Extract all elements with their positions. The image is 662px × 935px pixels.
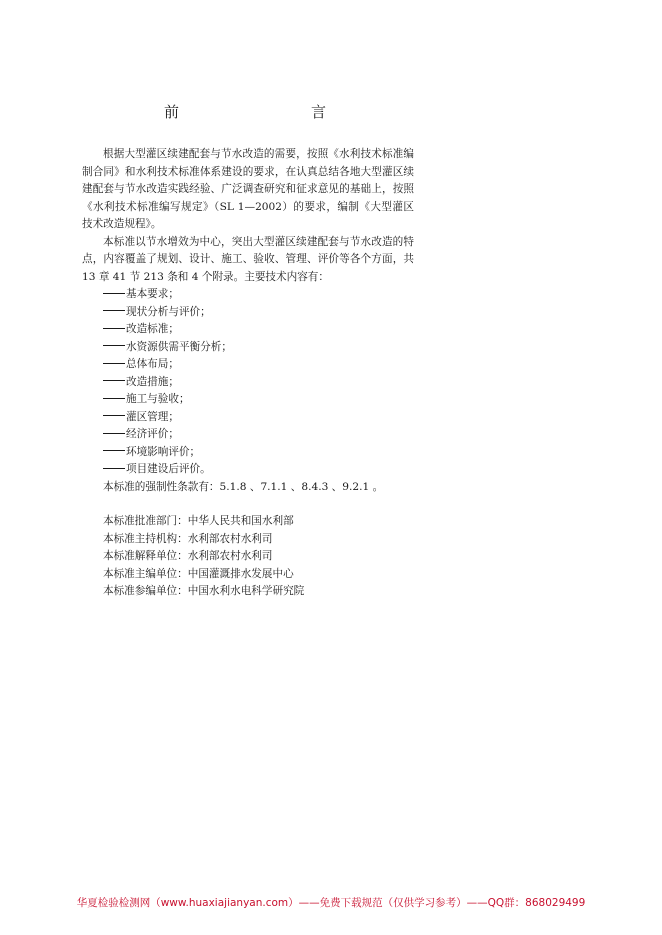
list-item — [82, 391, 414, 409]
list-item — [82, 426, 414, 444]
list-item — [82, 321, 414, 339]
dash-mark — [103, 310, 125, 311]
org-value: 中华人民共和国水利部 — [187, 515, 294, 527]
scope-paragraph: 本标准以节水增效为中心，突出大型灌区续建配套与节水改造的特点，内容覆盖了规划、设计、施工、验收、管理、评价等各个方面，共 13 章 41 节 213 条和 4 个附录。主要技术内容有： — [82, 235, 414, 283]
mandatory-clauses: 本标准的强制性条款有：5.1.8 、7.1.1 、8.4.3 、9.2.1 。 — [103, 480, 384, 493]
dash-mark — [103, 380, 125, 381]
dash-mark — [103, 433, 125, 434]
topic-text: 改造措施； — [126, 375, 179, 388]
org-value: 中国灌溉排水发展中心 — [187, 567, 294, 580]
list-item — [82, 374, 414, 392]
org-label: 本标准解释单位： — [103, 550, 188, 562]
dash-mark — [103, 345, 125, 346]
org-value: 中国水利水电科学研究院 — [187, 585, 305, 597]
list-item — [82, 286, 414, 304]
list-item — [82, 444, 414, 462]
dash-mark — [103, 328, 125, 329]
dash-mark — [103, 468, 125, 469]
dash-mark — [103, 415, 125, 416]
topic-text: 总体布局； — [126, 358, 179, 370]
org-value: 水利部农村水利司 — [187, 532, 273, 545]
footer-watermark-link[interactable]: 华夏检验检测网（www.huaxiajianyan.com）——免费下载规范（仅供学习参考）——QQ群：868029499 — [76, 897, 586, 909]
org-line-host — [82, 531, 414, 549]
dash-mark — [103, 363, 125, 364]
topic-text: 水资源供需平衡分析； — [126, 340, 232, 353]
topic-text: 改造标准； — [126, 323, 179, 335]
topic-text: 经济评价； — [126, 428, 179, 440]
topic-text: 灌区管理； — [126, 410, 179, 423]
org-line-participant — [82, 583, 414, 601]
list-item — [82, 339, 414, 357]
list-item — [82, 409, 414, 427]
list-item — [82, 356, 414, 374]
list-item — [82, 304, 414, 322]
intro-paragraph: 根据大型灌区续建配套与节水改造的需要，按照《水利技术标准编制合同》和水利技术标准体系建设的要求，在认真总结各地大型灌区续建配套与节水改造实践经验、广泛调查研究和征求意见的基础上，按照《水利技术标准编写规定》（SL 1—2002）的要求，编制《大型灌区技术改造规程》。 — [82, 148, 414, 230]
org-label: 本标准主持机构： — [103, 532, 188, 545]
list-item — [82, 461, 414, 479]
org-line-interpretation — [82, 548, 414, 566]
topic-text: 项目建设后评价。 — [126, 463, 211, 475]
dash-mark — [103, 398, 125, 399]
topic-list — [82, 286, 414, 479]
body-text — [82, 146, 414, 601]
organization-block — [82, 513, 414, 601]
topic-text: 施工与验收； — [126, 393, 190, 405]
dash-mark — [103, 293, 125, 294]
dash-mark — [103, 450, 125, 451]
org-label: 本标准批准部门： — [103, 515, 188, 527]
org-label: 本标准参编单位： — [103, 585, 188, 597]
topic-text: 环境影响评价； — [126, 445, 201, 458]
page-title: 前 言 — [163, 103, 360, 121]
org-line-chief-editor — [82, 566, 414, 584]
topic-text: 现状分析与评价； — [126, 305, 211, 318]
org-label: 本标准主编单位： — [103, 567, 188, 580]
org-line-approval — [82, 513, 414, 531]
topic-text: 基本要求； — [126, 288, 179, 300]
org-value: 水利部农村水利司 — [187, 550, 273, 562]
